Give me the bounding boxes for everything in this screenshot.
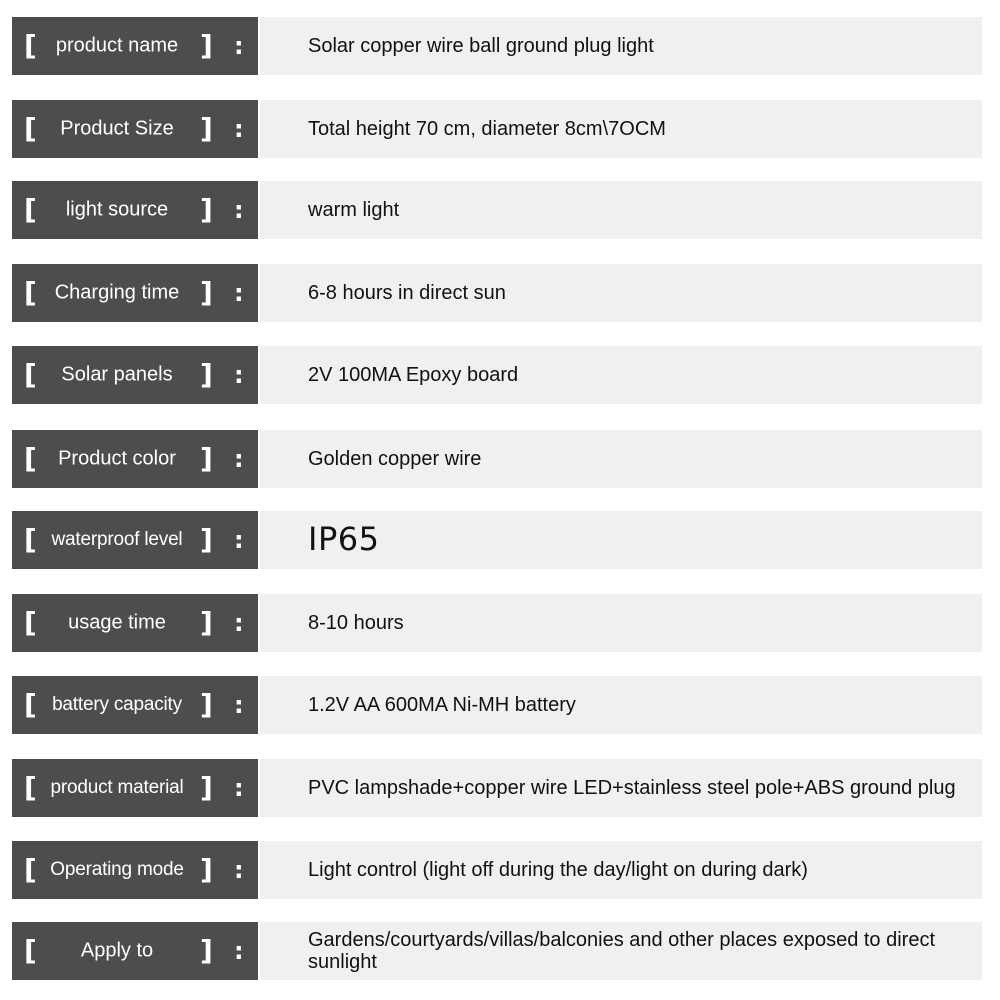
colon: : (234, 856, 244, 884)
spec-label: battery capacity (52, 694, 182, 715)
colon: : (234, 196, 244, 224)
open-bracket: [ (24, 29, 37, 62)
spec-label: Product color (58, 447, 176, 470)
spec-row-product-material (12, 759, 982, 817)
open-bracket: [ (24, 934, 37, 967)
spec-label-block (12, 346, 258, 404)
spec-row-usage-time (12, 594, 982, 652)
close-bracket: ] (200, 358, 213, 391)
spec-label-block (12, 430, 258, 488)
spec-label: light source (65, 198, 169, 221)
spec-row-battery-capacity (12, 676, 982, 734)
spec-row-product-size (12, 100, 982, 158)
colon: : (234, 774, 244, 802)
spec-value: Solar copper wire ball ground plug light (308, 35, 654, 57)
spec-row-product-color (12, 430, 982, 488)
spec-value-block (260, 511, 982, 569)
spec-label: Solar panels (61, 363, 173, 386)
open-bracket: [ (24, 112, 37, 145)
close-bracket: ] (200, 853, 213, 886)
colon: : (234, 115, 244, 143)
spec-label-block (12, 676, 258, 734)
spec-value: Gardens/courtyards/villas/balconies and other places exposed to direct sunlight (308, 929, 936, 973)
colon: : (234, 526, 244, 554)
colon: : (234, 937, 244, 965)
spec-value: Light control (light off during the day/light on during dark) (308, 859, 808, 881)
colon: : (234, 609, 244, 637)
close-bracket: ] (200, 29, 213, 62)
spec-row-light-source (12, 181, 982, 239)
spec-value: PVC lampshade+copper wire LED+stainless steel pole+ABS ground plug (308, 777, 956, 799)
open-bracket: [ (24, 523, 37, 556)
spec-value-block (260, 17, 982, 75)
spec-value-block (260, 181, 982, 239)
spec-value: 1.2V AA 600MA Ni-MH battery (308, 694, 576, 716)
spec-label-block (12, 594, 258, 652)
close-bracket: ] (200, 606, 213, 639)
spec-value-block (260, 430, 982, 488)
spec-row-waterproof-level (12, 511, 982, 569)
spec-value: 2V 100MA Epoxy board (308, 364, 519, 386)
spec-value-block (260, 100, 982, 158)
spec-label: Apply to (80, 939, 154, 962)
spec-value-block (260, 841, 982, 899)
open-bracket: [ (24, 771, 37, 804)
spec-label-block (12, 841, 258, 899)
spec-label-block (12, 759, 258, 817)
spec-value: warm light (308, 199, 400, 221)
spec-value: 8-10 hours (308, 612, 404, 634)
spec-value-block (260, 922, 982, 980)
close-bracket: ] (200, 112, 213, 145)
close-bracket: ] (200, 771, 213, 804)
open-bracket: [ (24, 688, 37, 721)
spec-label: Product Size (60, 117, 174, 140)
spec-label-block (12, 511, 258, 569)
open-bracket: [ (24, 853, 37, 886)
spec-row-operating-mode (12, 841, 982, 899)
spec-value: Total height 70 cm, diameter 8cm\7OCM (308, 118, 666, 140)
colon: : (234, 32, 244, 60)
colon: : (234, 361, 244, 389)
colon: : (234, 691, 244, 719)
spec-label: Operating mode (50, 859, 184, 880)
open-bracket: [ (24, 606, 37, 639)
spec-row-product-name (12, 17, 982, 75)
spec-label: product name (55, 34, 179, 57)
spec-label: product material (50, 777, 184, 798)
colon: : (234, 445, 244, 473)
spec-label: usage time (68, 611, 166, 634)
open-bracket: [ (24, 193, 37, 226)
open-bracket: [ (24, 442, 37, 475)
spec-value: 6-8 hours in direct sun (308, 282, 506, 304)
spec-row-solar-panels (12, 346, 982, 404)
spec-label-block (12, 100, 258, 158)
spec-label-block (12, 181, 258, 239)
spec-value-block (260, 264, 982, 322)
spec-label-block (12, 17, 258, 75)
spec-label-block (12, 922, 258, 980)
spec-label-block (12, 264, 258, 322)
close-bracket: ] (200, 523, 213, 556)
open-bracket: [ (24, 358, 37, 391)
spec-label: Charging time (54, 281, 180, 304)
spec-row-charging-time (12, 264, 982, 322)
spec-label: waterproof level (51, 529, 183, 550)
spec-value-block (260, 676, 982, 734)
spec-value-block (260, 594, 982, 652)
spec-value: IP65 (308, 520, 380, 559)
colon: : (234, 279, 244, 307)
spec-value-block (260, 759, 982, 817)
spec-row-apply-to (12, 922, 982, 980)
close-bracket: ] (200, 276, 213, 309)
close-bracket: ] (200, 934, 213, 967)
close-bracket: ] (200, 442, 213, 475)
close-bracket: ] (200, 688, 213, 721)
spec-value: Golden copper wire (308, 448, 482, 470)
open-bracket: [ (24, 276, 37, 309)
spec-value-block (260, 346, 982, 404)
close-bracket: ] (200, 193, 213, 226)
